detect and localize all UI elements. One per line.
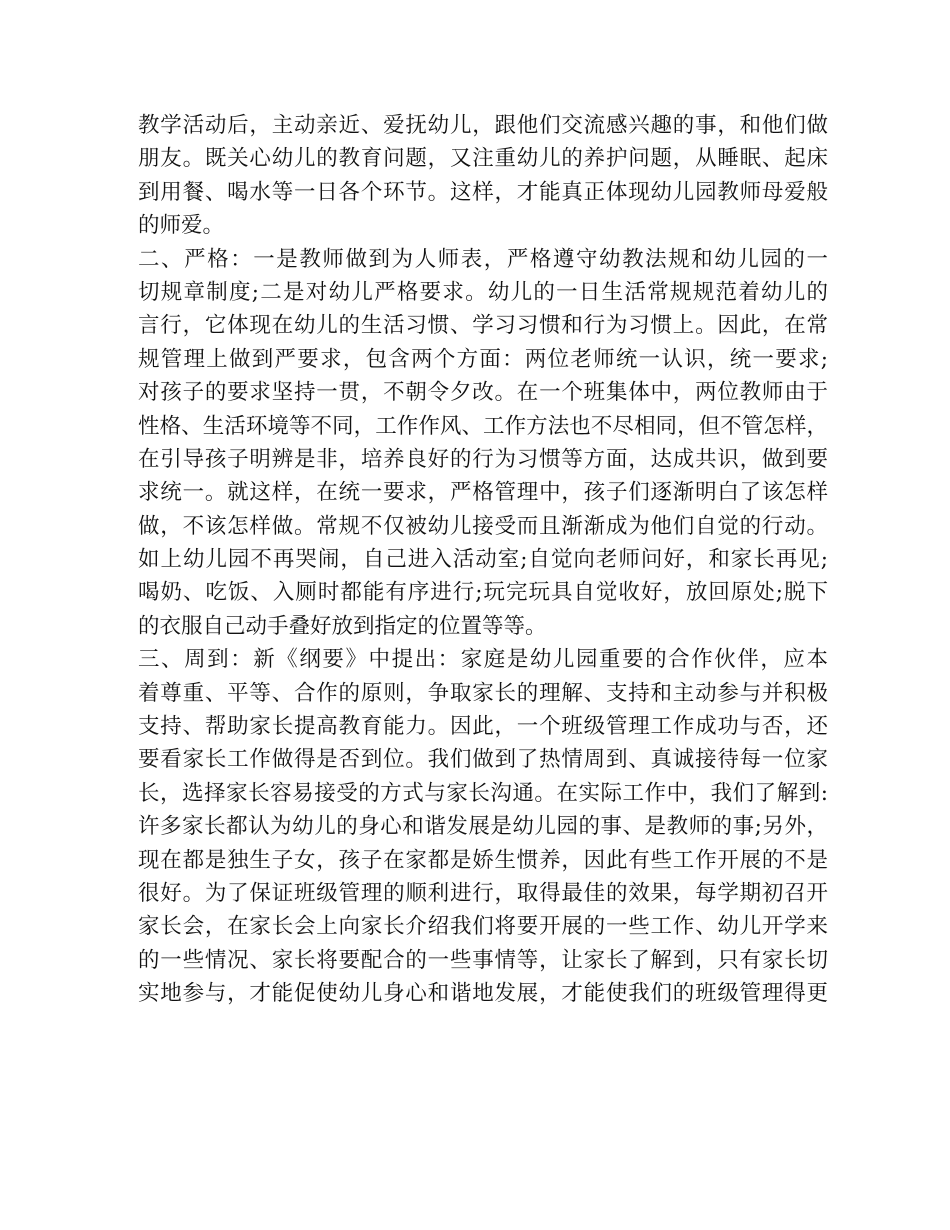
text-line: 的一些情况、家长将要配合的一些事情等，让家长了解到，只有家长切 [138, 947, 828, 973]
text-line: 三、周到：新《纲要》中提出：家庭是幼儿园重要的合作伙伴，应本 [138, 647, 828, 673]
text-line: 在引导孩子明辨是非，培养良好的行为习惯等方面，达成共识，做到要 [138, 446, 828, 472]
text-line: 的衣服自己动手叠好放到指定的位置等等。 [138, 613, 547, 639]
body-text [138, 109, 828, 1011]
text-line: 二、严格：一是教师做到为人师表，严格遵守幼教法规和幼儿园的一 [138, 246, 828, 272]
text-line: 求统一。就这样，在统一要求，严格管理中，孩子们逐渐明白了该怎样 [138, 480, 828, 506]
text-line: 家长会，在家长会上向家长介绍我们将要开展的一些工作、幼儿开学来 [138, 914, 828, 940]
text-line: 切规章制度;二是对幼儿严格要求。幼儿的一日生活常规规范着幼儿的 [138, 279, 828, 305]
text-line: 性格、生活环境等不同，工作作风、工作方法也不尽相同，但不管怎样， [138, 413, 828, 439]
text-line: 如上幼儿园不再哭闹，自己进入活动室;自觉向老师问好，和家长再见; [138, 547, 828, 573]
text-line: 规管理上做到严要求，包含两个方面：两位老师统一认识，统一要求; [138, 346, 828, 372]
text-line: 很好。为了保证班级管理的顺利进行，取得最佳的效果，每学期初召开 [138, 880, 828, 906]
text-line: 做，不该怎样做。常规不仅被幼儿接受而且渐渐成为他们自觉的行动。 [138, 513, 828, 539]
text-line: 实地参与，才能促使幼儿身心和谐地发展，才能使我们的班级管理得更 [138, 981, 828, 1007]
text-line: 支持、帮助家长提高教育能力。因此，一个班级管理工作成功与否，还 [138, 714, 828, 740]
text-line: 言行，它体现在幼儿的生活习惯、学习习惯和行为习惯上。因此，在常 [138, 313, 828, 339]
text-line: 教学活动后，主动亲近、爱抚幼儿，跟他们交流感兴趣的事，和他们做 [138, 113, 828, 138]
text-line: 要看家长工作做得是否到位。我们做到了热情周到、真诚接待每一位家 [138, 747, 828, 773]
text-line: 喝奶、吃饭、入厕时都能有序进行;玩完玩具自觉收好，放回原处;脱下 [138, 580, 828, 606]
text-line: 着尊重、平等、合作的原则，争取家长的理解、支持和主动参与并积极 [138, 680, 828, 706]
text-line: 现在都是独生子女，孩子在家都是娇生惯养，因此有些工作开展的不是 [138, 847, 828, 873]
text-line: 许多家长都认为幼儿的身心和谐发展是幼儿园的事、是教师的事;另外， [138, 814, 828, 840]
text-line: 到用餐、喝水等一日各个环节。这样，才能真正体现幼儿园教师母爱般 [138, 179, 828, 205]
text-line: 对孩子的要求坚持一贯，不朝令夕改。在一个班集体中，两位教师由于 [138, 380, 828, 406]
text-line: 朋友。既关心幼儿的教育问题，又注重幼儿的养护问题，从睡眠、起床 [138, 146, 828, 172]
text-line: 的师爱。 [138, 213, 225, 239]
text-line: 长，选择家长容易接受的方式与家长沟通。在实际工作中，我们了解到: [138, 780, 828, 806]
